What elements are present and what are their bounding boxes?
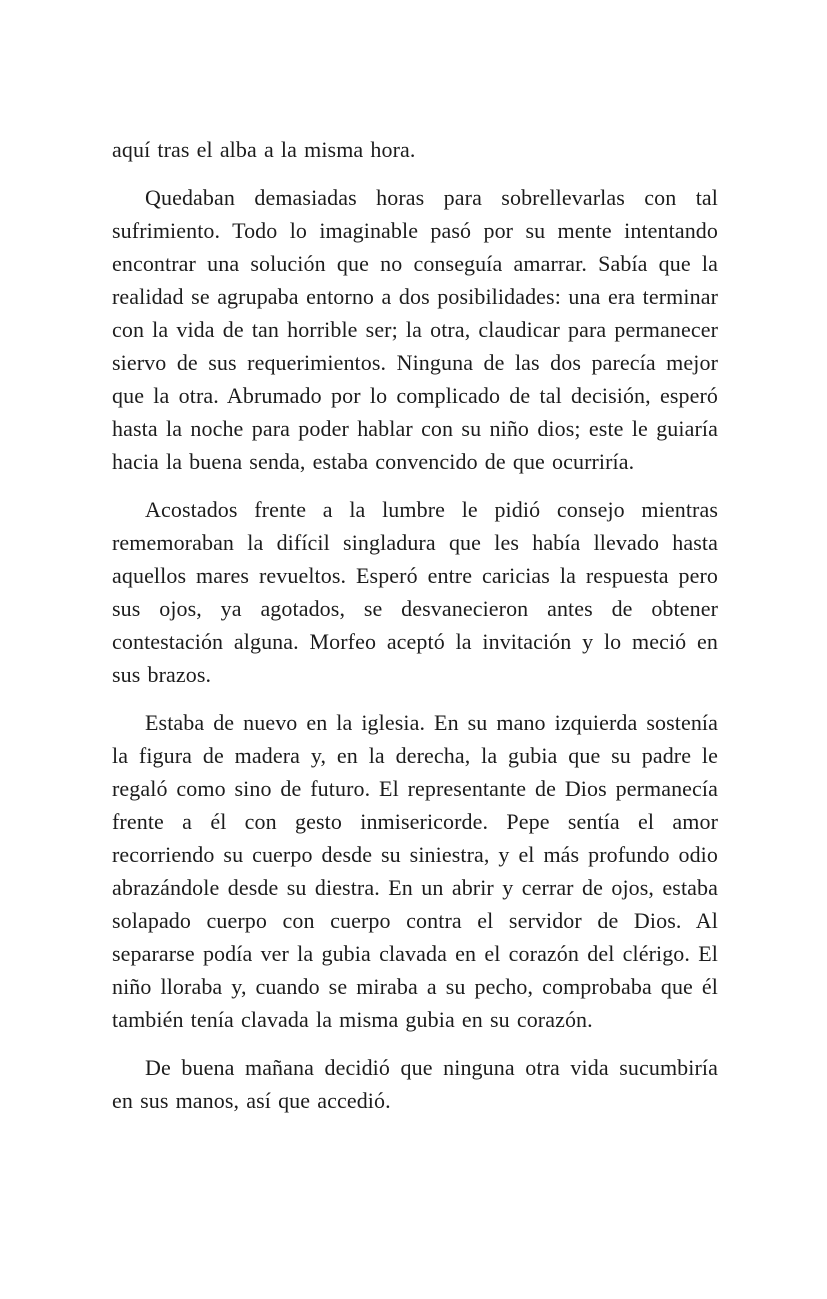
paragraph: Acostados frente a la lumbre le pidió consejo mientras rememoraban la difícil singladura que les había llevado hasta aquellos mares revueltos. Esperó entre caricias la respuesta pero sus ojos, ya agotados, se desvanecieron antes de obtener contestación alguna. Morfeo aceptó la invitación y lo meció en sus brazos. (112, 497, 718, 687)
paragraph: Estaba de nuevo en la iglesia. En su mano izquierda sostenía la figura de madera y, en la derecha, la gubia que su padre le regaló como sino de futuro. El representante de Dios permanecía frente a él con gesto inmisericorde. Pepe sentía el amor recorriendo su cuerpo desde su siniestra, y el más profundo odio abrazándole desde su diestra. En un abrir y cerrar de ojos, estaba solapado cuerpo con cuerpo contra el servidor de Dios. Al separarse podía ver la gubia clavada en el corazón del clérigo. El niño lloraba y, cuando se miraba a su pecho, comprobaba que él también tenía clavada la misma gubia en su corazón. (112, 710, 718, 1032)
paragraph: De buena mañana decidió que ninguna otra vida sucumbiría en sus manos, así que accedió. (112, 1055, 718, 1113)
paragraph-continuation: aquí tras el alba a la misma hora. (112, 137, 416, 162)
paragraph: Quedaban demasiadas horas para sobrellevarlas con tal sufrimiento. Todo lo imaginable pasó por su mente intentando encontrar una solución que no conseguía amarrar. Sabía que la realidad se agrupaba entorno a dos posibilidades: una era terminar con la vida de tan horrible ser; la otra, claudicar para permanecer siervo de sus requerimientos. Ninguna de las dos parecía mejor que la otra. Abrumado por lo complicado de tal decisión, esperó hasta la noche para poder hablar con su niño dios; este le guiaría hacia la buena senda, estaba convencido de que ocurriría. (112, 185, 718, 474)
body-text-block (112, 133, 718, 1117)
